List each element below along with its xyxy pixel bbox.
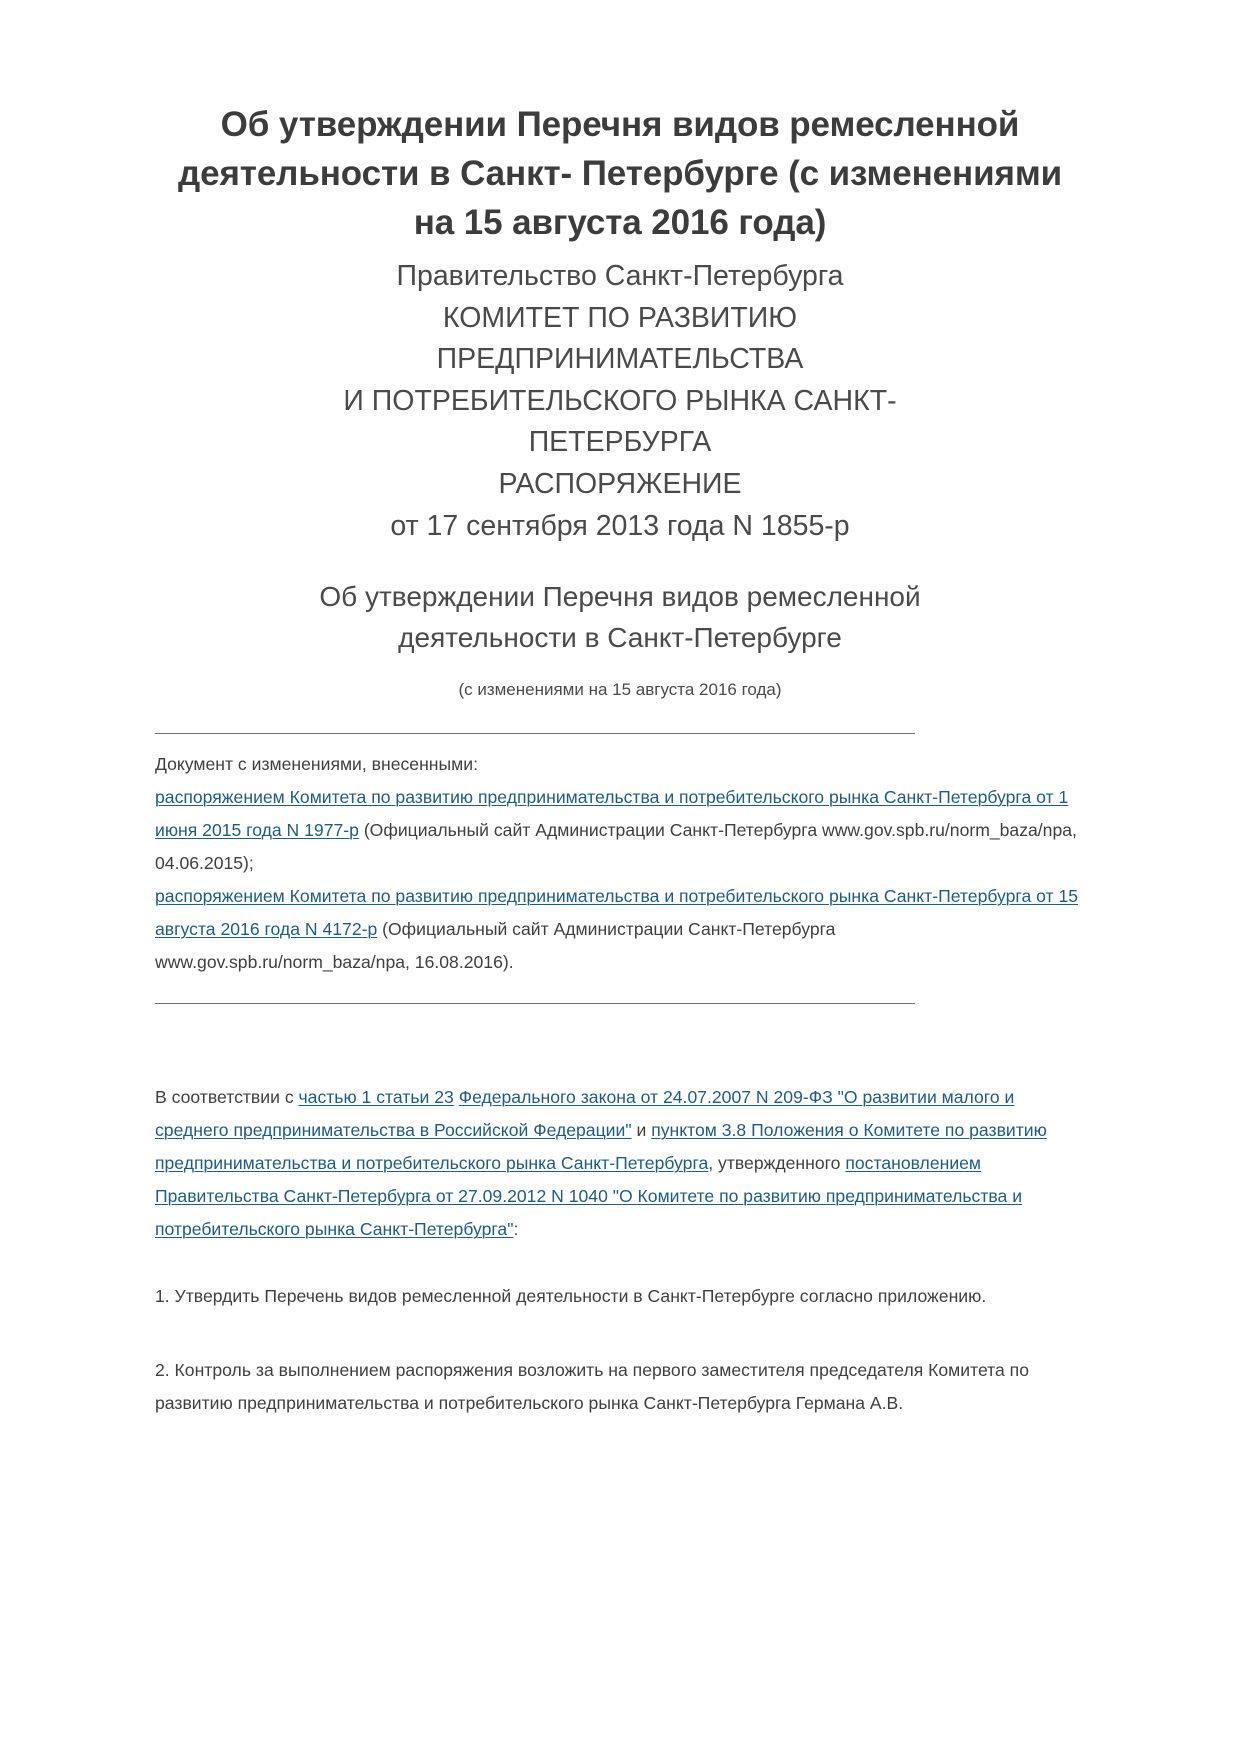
amendment-source-1: (Официальный сайт Администрации Санкт-Петербурга www.gov.spb.ru/norm_baza/npa, 04.06.2015); [155,819,1077,873]
organization-line-decree-type: РАСПОРЯЖЕНИЕ [498,468,742,501]
issuing-organization [155,256,1085,506]
preamble-paragraph [155,1081,1085,1246]
page-title-line-3: Петербурге (с изменениями на 15 [413,154,1063,242]
preamble-text-3: и [631,1120,652,1141]
amendment-link-1[interactable]: распоряжением Комитета по развитию предпринимательства и потребительского рынка Санкт-Петербурга от 1 июня 2015 года N 1977-р [155,786,1069,840]
divider-top [155,733,915,734]
preamble-link-government-decree-1040[interactable]: постановлением Правительства Санкт-Петербурга от 27.09.2012 N 1040 "О Комитете по развитию предпринимательства и потребительского рынка Санкт-Петербурга" [155,1153,1023,1240]
amendment-link-2[interactable]: распоряжением Комитета по развитию предпринимательства и потребительского рынка Санкт-Петербурга от 15 августа 2016 года N 4172-р [155,885,1079,939]
amendments-intro: Документ с изменениями, внесенными: [155,753,478,774]
preamble-text-5: : [513,1219,519,1240]
organization-line-government: Правительство Санкт-Петербурга [396,260,844,292]
page-title-line-2: ремесленной деятельности в Санкт- [177,105,1020,193]
document-content [155,0,1085,1437]
decree-date-number: от 17 сентября 2013 года N 1855-р [390,509,850,542]
amendment-entry-2 [155,880,1085,979]
page-title-line-1: Об утверждении Перечня видов [220,105,780,144]
preamble-text-1: В соответствии с [155,1087,299,1108]
organization-line-entrepreneurship: ПРЕДПРИНИМАТЕЛЬСТВА [436,343,804,376]
preamble-link-federal-law-209[interactable]: Федерального закона от 24.07.2007 N 209-ФЗ "О развитии малого и среднего предпринимательства в Российской Федерации" [155,1087,1015,1141]
amendments-block [155,748,1085,979]
organization-line-committee: КОМИТЕТ ПО РАЗВИТИЮ [442,301,798,334]
decree-item-2: 2. Контроль за выполнением распоряжения возложить на первого заместителя председателя Комитета по развитию предпринимательства и потребительского рынка Санкт-Петербурга Германа А.В. [155,1359,1029,1413]
document-subtitle-line-1: Об утверждении Перечня видов ремесленной [319,581,921,613]
divider-bottom [155,1003,915,1004]
page-title-line-4: августа 2016 года) [512,203,827,242]
amendment-date-note: (с изменениями на 15 августа 2016 года) [458,679,782,699]
page-title [155,0,1085,247]
organization-line-petersburg: ПЕТЕРБУРГА [528,426,712,459]
decree-item-1: 1. Утвердить Перечень видов ремесленной деятельности в Санкт-Петербурге согласно приложению. [155,1286,987,1307]
amendment-source-2: (Официальный сайт Администрации Санкт-Петербурга www.gov.spb.ru/norm_baza/npa, 16.08.2016). [155,919,836,973]
organization-line-consumer-market: И ПОТРЕБИТЕЛЬСКОГО РЫНКА САНКТ- [343,384,897,417]
preamble-text-4: , утвержденного [708,1153,846,1174]
document-subtitle-line-2: деятельности в Санкт-Петербурге [398,621,842,653]
amendment-entry-1 [155,781,1085,880]
document-subtitle [155,577,1085,658]
preamble-link-regulation-3-8[interactable]: пунктом 3.8 Положения о Комитете по развитию предпринимательства и потребительского рынка Санкт-Петербурга [155,1120,1047,1174]
preamble-link-article-23[interactable]: частью 1 статьи 23 [298,1087,454,1108]
